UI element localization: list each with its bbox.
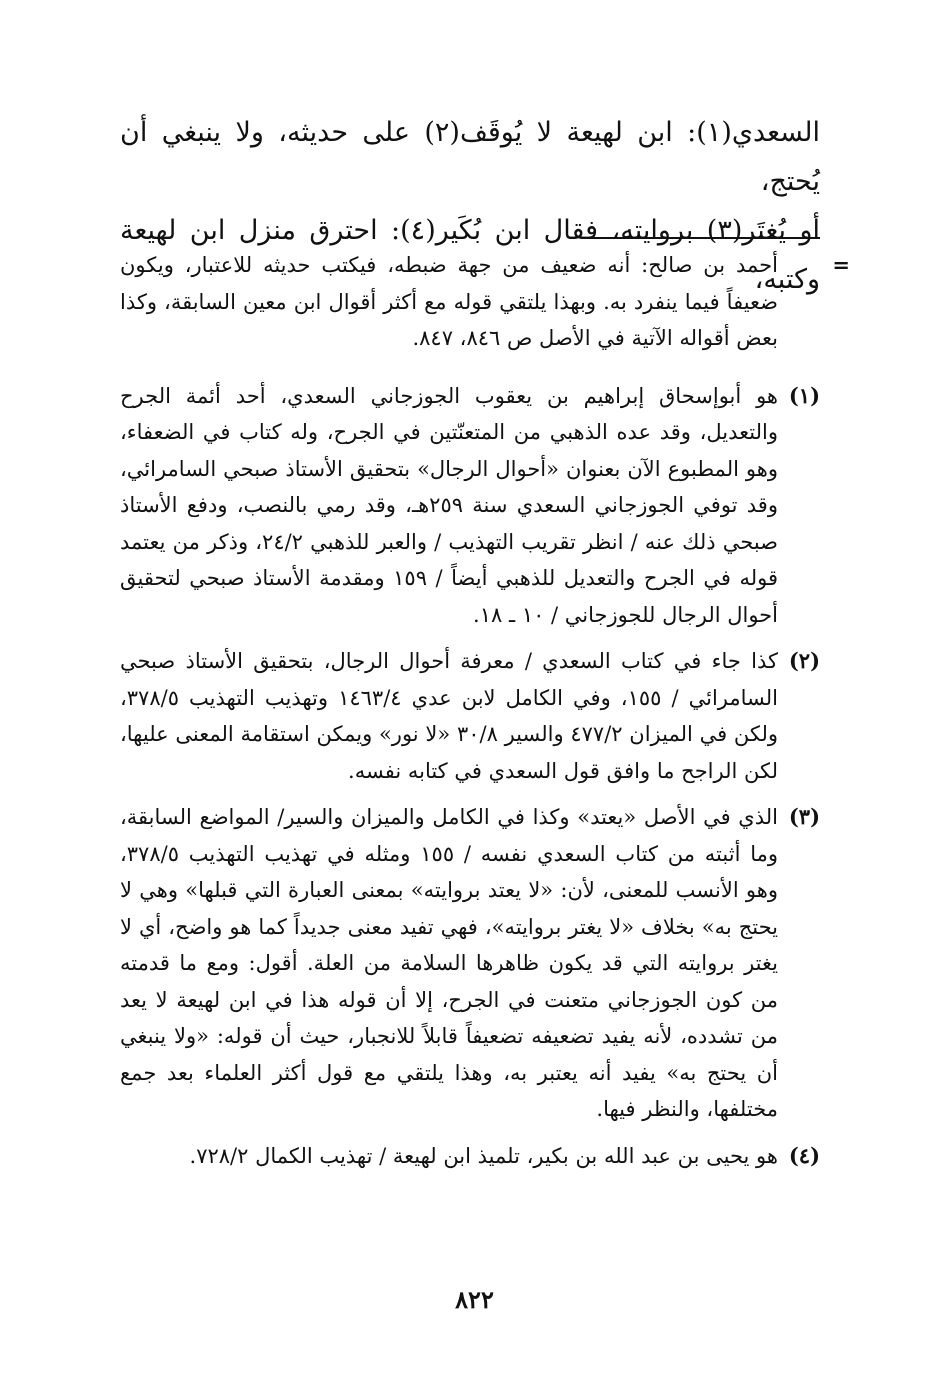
footnotes (120, 247, 850, 1174)
footnote-1 (120, 378, 820, 634)
footnote-text: هو يحيى بن عبد الله بن بكير، تلميذ ابن لهيعة / تهذيب الكمال ٧٢٨/٢. (189, 1143, 778, 1168)
footnote-3 (120, 799, 820, 1128)
footnote-marker: (١) (788, 382, 820, 408)
footnote-separator (588, 237, 820, 239)
footnote-2 (120, 643, 820, 789)
footnote-marker: (٢) (788, 648, 820, 673)
continuation-marker: = (832, 252, 850, 277)
footnote-text: هو أبوإسحاق إبراهيم بن يعقوب الجوزجاني السعدي، أحد أئمة الجرح والتعديل، وقد عده الذهبي من المتعنّتين في الجرح، وله كتاب في الضعفاء، وهو المطبوع الآن بعنوان «أحوال الرجال» بتحقيق الأستاذ صبحي السامرائي، وقد توفي الجوزجاني السعدي سنة ٢٥٩هـ، وقد رمي بالنصب، ودفع الأستاذ صبحي ذلك عنه / انظر تقريب التهذيب / والعبر للذهبي ٢٤/٢، وذكر من يعتمد قوله في الجرح والتعديل للذهبي أيضاً / ١٥٩ ومقدمة الأستاذ صبحي لتحقيق أحوال الرجال للجوزجاني / ١٠ ـ ١٨. (120, 383, 778, 627)
main-text-line: أو يُغتَر(٣) بروايته، فقال ابن بُكَير(٤): احترق منزل ابن لهيعة وكتبه، (120, 215, 820, 295)
footnote-4 (120, 1138, 820, 1175)
footnote-marker: (٣) (788, 804, 820, 829)
footnote-text: كذا جاء في كتاب السعدي / معرفة أحوال الرجال، بتحقيق الأستاذ صبحي السامرائي / ١٥٥، وفي الكامل لابن عدي ١٤٦٣/٤ وتهذيب التهذيب ٣٧٨/٥، ولكن في الميزان ٤٧٧/٢ والسير ٣٠/٨ «لا نور» ويمكن استقامة المعنى عليها، لكن الراجح ما وافق قول السعدي في كتابه نفسه. (120, 649, 779, 783)
footnote-continuation (120, 247, 850, 357)
footnote-marker: (٤) (788, 1142, 820, 1168)
footnote-text: الذي في الأصل «يعتد» وكذا في الكامل والميزان والسير/ المواضع السابقة، وما أثبته من كتاب السعدي نفسه / ١٥٥ ومثله في تهذيب التهذيب ٣٧٨/٥، وهو الأنسب للمعنى، لأن: «لا يعتد بروايته» بمعنى العبارة التي قبلها» وهي لا يحتج به» بخلاف «لا يغتر بروايته»، فهي تفيد معنى جديداً كما هو واضح، أي لا يغتر بروايته التي قد يكون ظاهرها السلامة من العلة. أقول: ومع ما قدمته من كون الجوزجاني متعنت في الجرح، إلا أن قوله هذا في ابن لهيعة لا يعد من تشدده، لأنه يفيد تضعيفه تضعيفاً قابلاً للانجبار، حيث أن قوله: «ولا ينبغي أن يحتج به» يفيد أنه يعتبر به، وهذا يلتقي مع قول أكثر العلماء بعد جمع مختلفها، والنظر فيها. (120, 805, 778, 1121)
footnote-text: أحمد بن صالح: أنه ضعيف من جهة ضبطه، فيكتب حديثه للاعتبار، ويكون ضعيفاً فيما ينفرد به. وبهذا يلتقي قوله مع أكثر أقوال ابن معين السابقة، وكذا بعض أقواله الآتية في الأصل ص ٨٤٦، ٨٤٧. (120, 253, 778, 350)
main-text-line: السعدي(١): ابن لهيعة لا يُوقَف(٢) على حديثه، ولا ينبغي أن يُحتج، (120, 117, 820, 197)
page-number: ٨٢٢ (455, 1285, 494, 1314)
